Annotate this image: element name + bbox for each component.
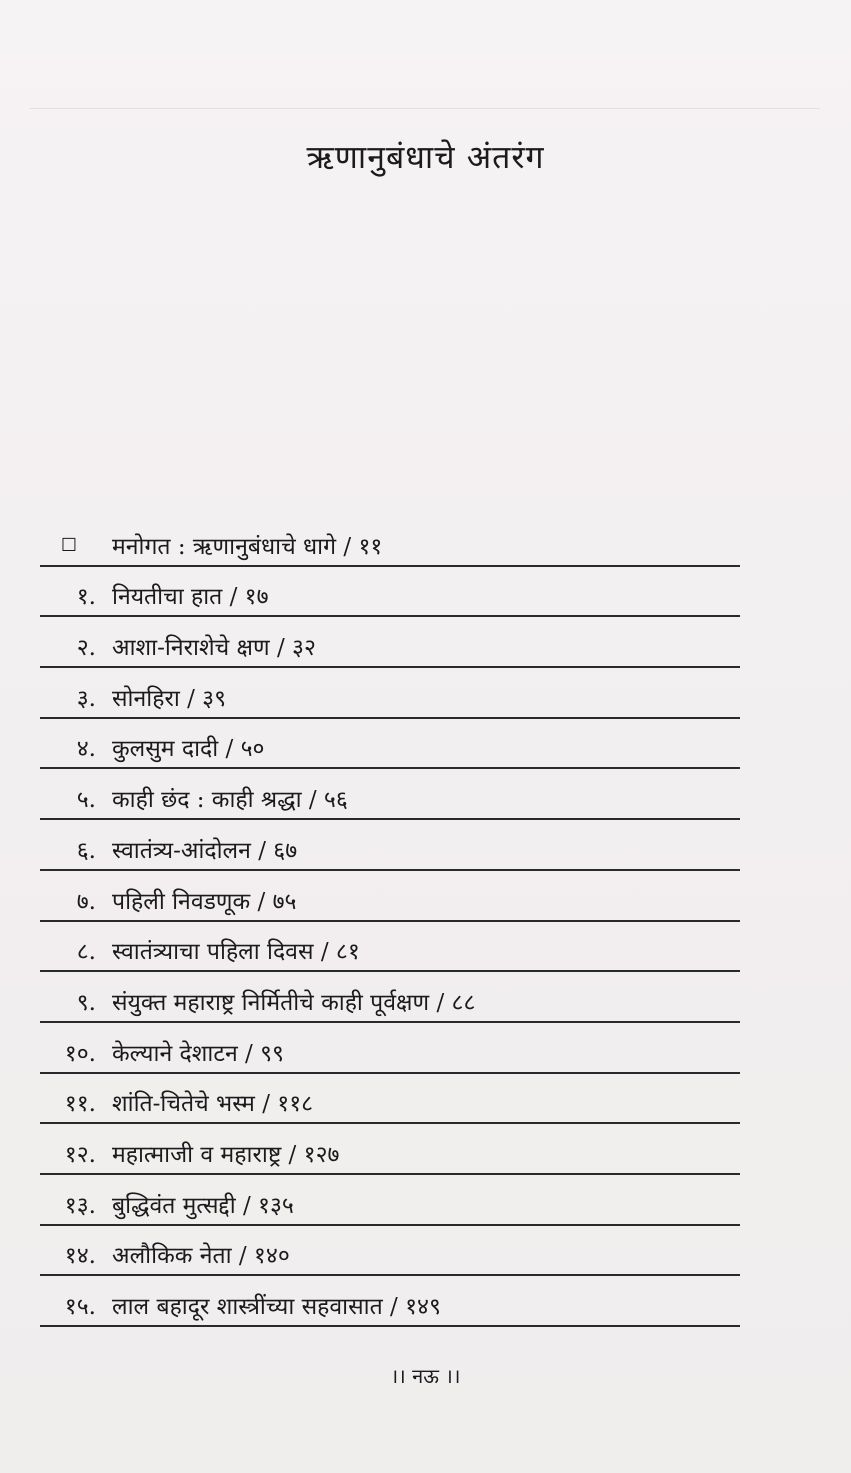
toc-row xyxy=(40,1175,740,1226)
toc-number: २. xyxy=(76,635,96,662)
toc-row xyxy=(40,668,740,719)
toc-row xyxy=(40,1074,740,1125)
toc-row xyxy=(40,1023,740,1074)
toc-number: ८. xyxy=(76,939,96,966)
toc-row xyxy=(40,1276,740,1327)
toc-number: १२. xyxy=(64,1141,96,1168)
toc-number: ७. xyxy=(76,888,96,915)
toc-number: १०. xyxy=(64,1040,96,1067)
toc-entry: अलौकिक नेता / १४० xyxy=(112,1243,290,1270)
toc-entry: शांति-चितेचे भस्म / ११८ xyxy=(112,1091,314,1118)
toc-entry: पहिली निवडणूक / ७५ xyxy=(112,888,297,915)
page-number-footer: ।। नऊ ।। xyxy=(390,1364,461,1388)
toc-row xyxy=(40,516,740,567)
toc-row xyxy=(40,972,740,1023)
toc-number: ३. xyxy=(76,685,96,712)
toc-entry: लाल बहादूर शास्त्रींच्या सहवासात / १४९ xyxy=(112,1294,441,1320)
toc-row xyxy=(40,567,740,618)
toc-entry: सोनहिरा / ३९ xyxy=(112,685,227,712)
toc-number: १४. xyxy=(64,1243,96,1270)
toc-number: १. xyxy=(76,584,96,611)
toc-entry: नियतीचा हात / १७ xyxy=(112,584,269,611)
toc-number: १५. xyxy=(64,1294,96,1320)
toc-entry: काही छंद : काही श्रद्धा / ५६ xyxy=(112,787,348,814)
toc-entry: महात्माजी व महाराष्ट्र / १२७ xyxy=(112,1141,340,1168)
toc-entry: केल्याने देशाटन / ९९ xyxy=(112,1040,285,1067)
toc-entry: बुद्धिवंत मुत्सद्दी / १३५ xyxy=(112,1192,294,1219)
toc-row xyxy=(40,820,740,871)
toc-entry: आशा-निराशेचे क्षण / ३२ xyxy=(112,635,316,662)
toc-number: १३. xyxy=(64,1192,96,1219)
top-divider xyxy=(30,108,820,109)
toc-number: ४. xyxy=(76,736,96,763)
toc-entry: स्वातंत्र्याचा पहिला दिवस / ८१ xyxy=(112,939,360,966)
toc-number: ९. xyxy=(76,989,96,1016)
toc-number: ६. xyxy=(76,837,96,864)
toc-number: ११. xyxy=(64,1091,96,1118)
toc-row xyxy=(40,1226,740,1277)
toc-bullet-icon: ☐ xyxy=(60,534,78,556)
toc-entry: स्वातंत्र्य-आंदोलन / ६७ xyxy=(112,837,298,864)
toc-row xyxy=(40,922,740,973)
table-of-contents xyxy=(40,516,740,1327)
toc-row xyxy=(40,1124,740,1175)
toc-row xyxy=(40,871,740,922)
toc-row xyxy=(40,617,740,668)
toc-entry: संयुक्त महाराष्ट्र निर्मितीचे काही पूर्वक्षण / ८८ xyxy=(112,989,476,1016)
toc-entry: कुलसुम दादी / ५० xyxy=(112,736,265,763)
toc-entry: मनोगत : ऋणानुबंधाचे धागे / ११ xyxy=(112,533,383,560)
toc-row xyxy=(40,769,740,820)
page-title: ऋणानुबंधाचे अंतरंग xyxy=(306,138,545,176)
toc-row xyxy=(40,719,740,770)
toc-number: ५. xyxy=(76,787,96,814)
